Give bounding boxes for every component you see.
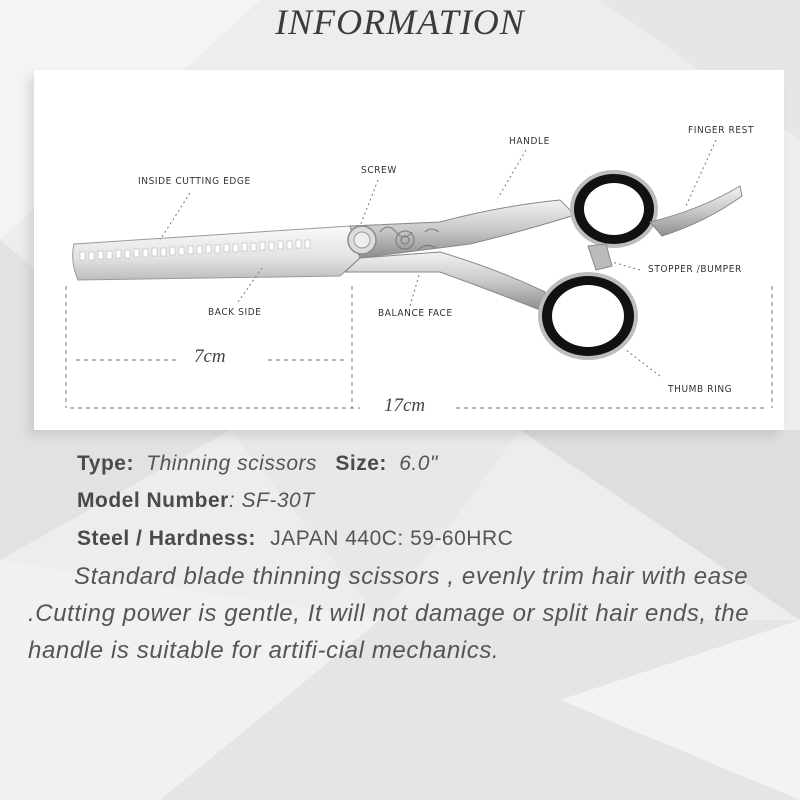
type-value: Thinning scissors: [146, 452, 318, 475]
steel-label: Steel / Hardness:: [77, 527, 256, 550]
label-inside-cutting-edge: INSIDE CUTTING EDGE: [138, 176, 251, 187]
dimension-total: 17cm: [380, 395, 429, 417]
label-handle: HANDLE: [509, 136, 550, 147]
model-label: Model Number: [77, 489, 229, 512]
label-thumb-ring: THUMB RING: [668, 384, 733, 395]
product-description: [28, 558, 778, 669]
model-value: : SF-30T: [228, 489, 315, 512]
dimension-lines: [66, 286, 772, 408]
steel-value: JAPAN 440C: 59-60HRC: [270, 527, 514, 550]
label-screw: SCREW: [361, 165, 397, 176]
spec-type-row: [77, 452, 438, 476]
dimension-blade: 7cm: [190, 346, 230, 368]
label-stopper-bumper: STOPPER /BUMPER: [648, 264, 742, 275]
label-back-side: BACK SIDE: [208, 307, 262, 318]
description-text: Standard blade thinning scissors , evenly trim hair with ease .Cutting power is gentle, It will not damage or split hair ends, the handle is suitable for artifi-cial mechanics.: [28, 563, 750, 664]
spec-steel-row: [77, 527, 513, 551]
spec-model-row: [77, 489, 315, 513]
size-value: 6.0": [399, 452, 438, 475]
type-label: Type:: [77, 452, 134, 475]
stopper-bumper: [588, 244, 612, 270]
label-balance-face: BALANCE FACE: [378, 308, 453, 319]
lower-handle: [345, 252, 545, 310]
page-title: INFORMATION: [275, 2, 525, 42]
label-finger-rest: FINGER REST: [688, 125, 755, 136]
finger-rest: [650, 186, 742, 236]
size-label: Size:: [335, 452, 387, 475]
